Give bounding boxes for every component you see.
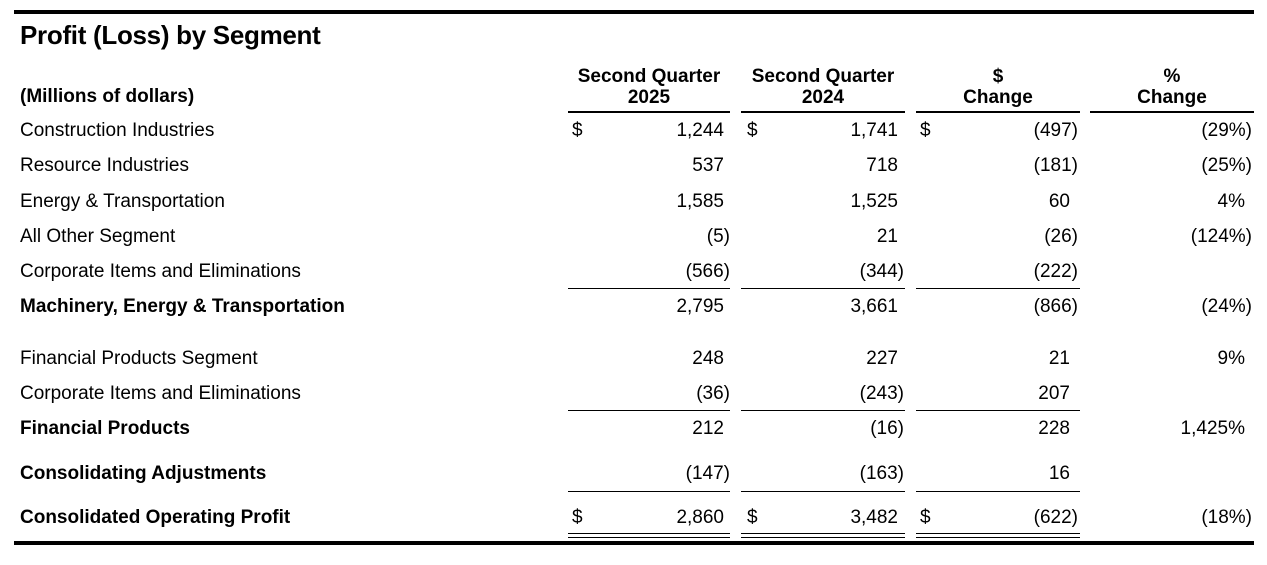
cell-dollar-change: 207: [1038, 383, 1070, 404]
cell-dollar-change: (497): [1033, 120, 1078, 141]
column-header-underline: [741, 111, 905, 113]
cell-q2024: 3,661: [850, 296, 898, 317]
subtotal-rule: [916, 491, 1080, 492]
column-header-underline: [1090, 111, 1254, 113]
cell-dollar-change: (622): [1033, 507, 1078, 528]
table-row: [0, 380, 1267, 408]
cell-dollar-change: 60: [1048, 191, 1070, 212]
cell-q2025: (36): [696, 383, 730, 404]
table-row: [0, 188, 1267, 216]
table-row: [0, 504, 1267, 532]
table-row: [0, 293, 1267, 321]
row-label: Construction Industries: [20, 120, 215, 141]
row-label: Financial Products Segment: [20, 348, 258, 369]
column-header-line2: Change: [1137, 87, 1207, 108]
cell-dollar-change: (866): [1033, 296, 1078, 317]
row-label: Corporate Items and Eliminations: [20, 261, 301, 282]
subtotal-rule: [568, 491, 730, 492]
cell-q2024: (16): [870, 418, 904, 439]
cell-q2025: (147): [685, 463, 730, 484]
cell-q2024: 227: [866, 348, 898, 369]
subtotal-rule: [741, 410, 905, 411]
row-label: Consolidated Operating Profit: [20, 507, 291, 528]
cell-q2024: (344): [859, 261, 904, 282]
cell-q2024: (163): [859, 463, 904, 484]
cell-pct-change: (24%): [1201, 296, 1252, 317]
currency-symbol: $: [572, 120, 583, 141]
row-label: Resource Industries: [20, 155, 189, 176]
row-label: Financial Products: [20, 418, 190, 439]
cell-pct-change: 1,425%: [1180, 418, 1245, 439]
column-header-line2: 2024: [801, 87, 845, 108]
cell-q2025: 1,244: [676, 120, 724, 141]
cell-pct-change: (25%): [1201, 155, 1252, 176]
cell-q2025: 2,795: [676, 296, 724, 317]
cell-pct-change: (124%): [1190, 226, 1252, 247]
cell-q2025: 2,860: [676, 507, 724, 528]
top-rule: [14, 10, 1254, 14]
cell-q2024: 21: [876, 226, 898, 247]
cell-dollar-change: 228: [1038, 418, 1070, 439]
row-label: All Other Segment: [20, 226, 176, 247]
cell-dollar-change: (222): [1033, 261, 1078, 282]
total-double-rule: [568, 533, 730, 538]
column-header-line1: Second Quarter: [577, 66, 721, 87]
total-double-rule: [916, 533, 1080, 538]
units-label: (Millions of dollars): [20, 86, 195, 107]
currency-symbol: $: [747, 120, 758, 141]
cell-q2025: 1,585: [676, 191, 724, 212]
column-header-q2024: [741, 66, 905, 108]
table-row: [0, 152, 1267, 180]
row-label: Energy & Transportation: [20, 191, 225, 212]
cell-q2025: (566): [685, 261, 730, 282]
subtotal-rule: [916, 288, 1080, 289]
currency-symbol: $: [920, 120, 931, 141]
cell-dollar-change: 16: [1048, 463, 1070, 484]
page-title: Profit (Loss) by Segment: [20, 20, 321, 50]
cell-dollar-change: (26): [1044, 226, 1078, 247]
subtotal-rule: [741, 491, 905, 492]
column-header-q2025: [568, 66, 730, 108]
cell-dollar-change: 21: [1048, 348, 1070, 369]
cell-q2025: 537: [692, 155, 724, 176]
column-header-line1: $: [992, 66, 1004, 87]
row-label: Corporate Items and Eliminations: [20, 383, 301, 404]
cell-pct-change: (29%): [1201, 120, 1252, 141]
table-row: [0, 223, 1267, 251]
column-header-line1: Second Quarter: [751, 66, 895, 87]
table-row: [0, 345, 1267, 373]
cell-pct-change: (18%): [1201, 507, 1252, 528]
column-header-underline: [568, 111, 730, 113]
bottom-rule: [14, 541, 1254, 545]
table-row: [0, 415, 1267, 443]
cell-q2025: 248: [692, 348, 724, 369]
column-header-line1: %: [1163, 66, 1181, 87]
subtotal-rule: [568, 288, 730, 289]
table-row: [0, 460, 1267, 488]
cell-q2025: 212: [692, 418, 724, 439]
column-header-underline: [916, 111, 1080, 113]
table-row: [0, 117, 1267, 145]
column-header-line2: 2025: [627, 87, 671, 108]
cell-q2024: 1,525: [850, 191, 898, 212]
cell-q2024: (243): [859, 383, 904, 404]
total-double-rule: [741, 533, 905, 538]
currency-symbol: $: [920, 507, 931, 528]
row-label: Consolidating Adjustments: [20, 463, 267, 484]
cell-q2025: (5): [706, 226, 730, 247]
row-label: Machinery, Energy & Transportation: [20, 296, 345, 317]
table-row: [0, 258, 1267, 286]
cell-dollar-change: (181): [1033, 155, 1078, 176]
column-header-line2: Change: [963, 87, 1033, 108]
currency-symbol: $: [747, 507, 758, 528]
cell-q2024: 1,741: [850, 120, 898, 141]
cell-pct-change: 9%: [1217, 348, 1245, 369]
subtotal-rule: [568, 410, 730, 411]
subtotal-rule: [916, 410, 1080, 411]
cell-q2024: 718: [866, 155, 898, 176]
column-header-dollar-change: [916, 66, 1080, 108]
subtotal-rule: [741, 288, 905, 289]
cell-q2024: 3,482: [850, 507, 898, 528]
column-header-pct-change: [1090, 66, 1254, 108]
currency-symbol: $: [572, 507, 583, 528]
cell-pct-change: 4%: [1217, 191, 1245, 212]
